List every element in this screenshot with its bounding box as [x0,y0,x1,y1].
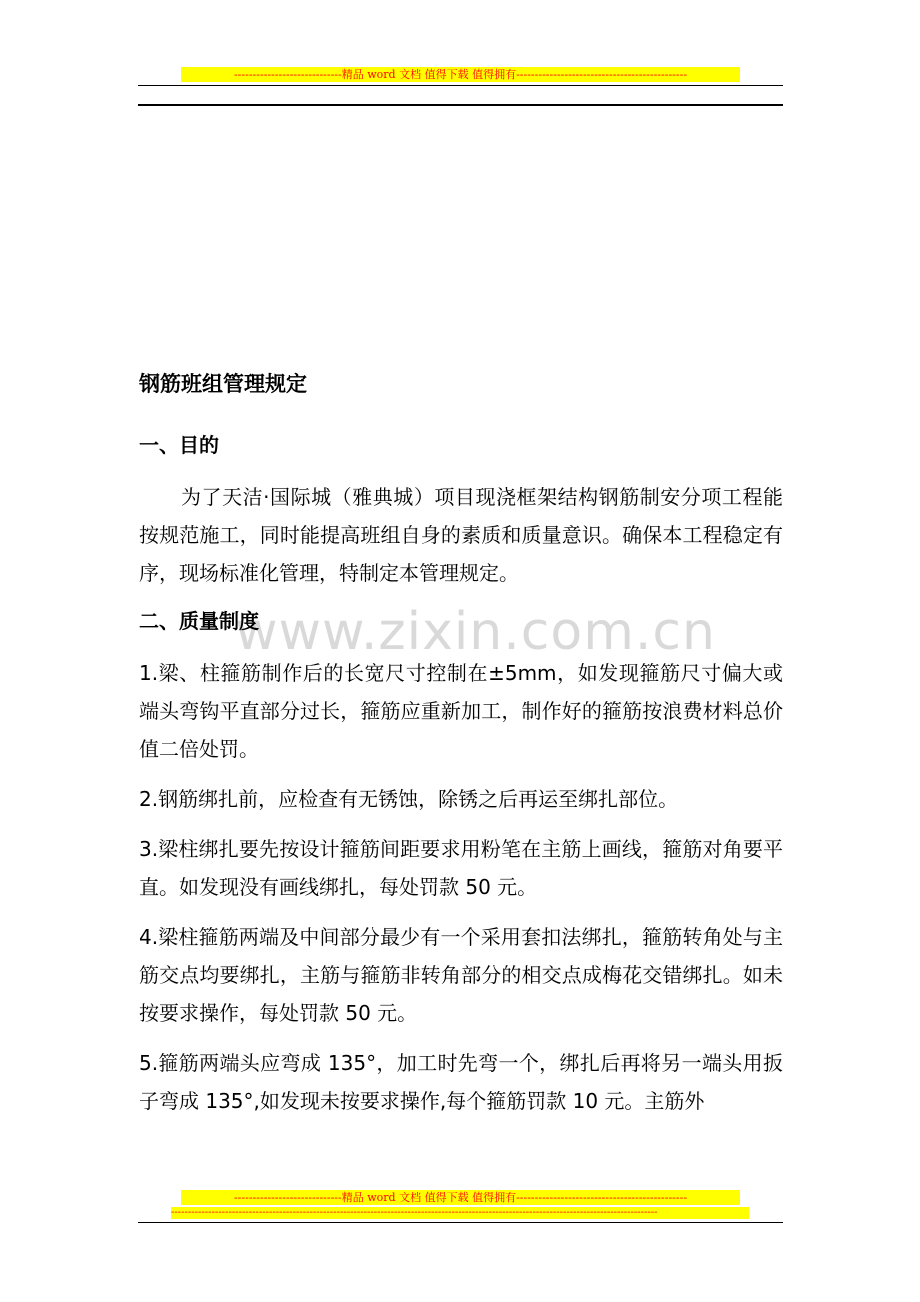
header-banner: -----------------------------精品 word 文档 值得下载 值得拥有---------------------------------------------- [181,67,740,82]
quality-item-5: 5.箍筋两端头应弯成 135°，加工时先弯一个，绑扎后再将另一端头用扳子弯成 135°,如发现未按要求操作,每个箍筋罚款 10 元。主筋外 [139,1051,783,1113]
quality-item-1: 1.梁、柱箍筋制作后的长宽尺寸控制在±5mm，如发现箍筋尺寸偏大或端头弯钩平直部分过长，箍筋应重新加工，制作好的箍筋按浪费材料总价值二倍处罚。 [139,661,783,761]
quality-item-3: 3.梁柱绑扎要先按设计箍筋间距要求用粉笔在主筋上画线，箍筋对角要平直。如发现没有画线绑扎，每处罚款 50 元。 [139,837,783,899]
document-title: 钢筋班组管理规定 [139,372,307,396]
footer-banner: -----------------------------精品 word 文档 值得下载 值得拥有---------------------------------------------- [181,1190,740,1205]
quality-item-4: 4.梁柱箍筋两端及中间部分最少有一个采用套扣法绑扎，箍筋转角处与主筋交点均要绑扎，主筋与箍筋非转角部分的相交点成梅花交错绑扎。如未按要求操作，每处罚款 50 元。 [139,925,783,1025]
watermark: www.zixin.com.cn [235,602,716,662]
header-rule [138,85,783,86]
quality-item-2: 2.钢筋绑扎前，应检查有无锈蚀，除锈之后再运至绑扎部位。 [139,787,679,811]
purpose-paragraph: 为了天洁·国际城（雅典城）项目现浇框架结构钢筋制安分项工程能按规范施工，同时能提高班组自身的素质和质量意识。确保本工程稳定有序，现场标准化管理，特制定本管理规定。 [139,485,783,585]
footer-rule [138,1222,783,1223]
section-heading-quality: 二、质量制度 [139,609,259,633]
header-rule-thick [138,104,783,106]
footer-banner-dashes: ------------------------------------------------------------------------------------------------------------------------------------------------ [171,1207,749,1219]
document-body [139,362,783,1132]
section-heading-purpose: 一、目的 [139,433,219,457]
